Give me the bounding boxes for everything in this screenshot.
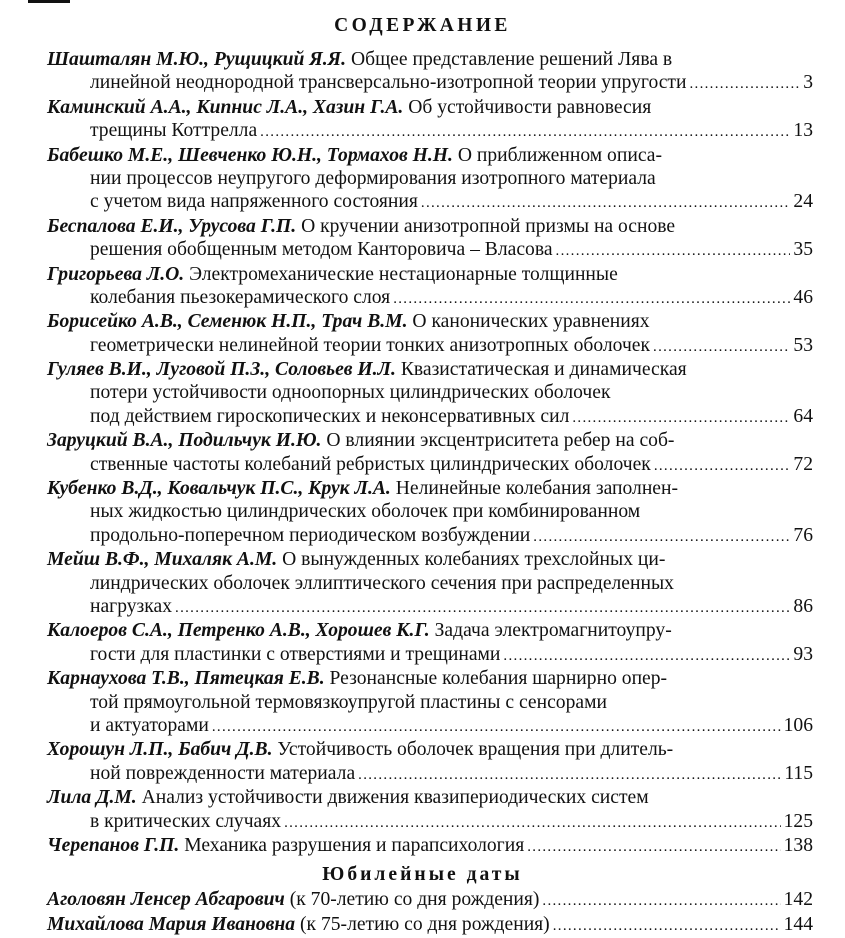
entry-text-span — [47, 430, 674, 451]
dot-leader — [175, 597, 790, 620]
toc-entry-line — [0, 572, 845, 595]
page-number: 76 — [793, 524, 813, 546]
entry-text-span — [90, 71, 686, 94]
entry-text-span — [90, 595, 172, 618]
entry-text-span — [90, 286, 390, 309]
entry-text-span — [47, 834, 524, 857]
top-rule — [28, 0, 70, 3]
entry-title-text: с учетом вида напряженного состояния — [90, 191, 418, 213]
toc-entry-line — [0, 913, 845, 936]
entry-authors: Шашталян М.Ю., Рущицкий Я.Я. — [47, 49, 347, 70]
toc-entry — [0, 786, 845, 833]
dot-leader — [654, 455, 791, 478]
dot-leader — [212, 716, 781, 739]
entry-title-text: ной поврежденности материала — [90, 762, 356, 784]
toc-entry-line — [0, 595, 845, 618]
dot-leader — [284, 812, 781, 835]
toc-entry-line — [0, 286, 845, 309]
page-number: 24 — [793, 191, 813, 213]
toc-entry-line — [0, 144, 845, 167]
entry-title-text: О вынужденных колебаниях трехслойных ци- — [282, 549, 666, 571]
page-number: 35 — [793, 239, 813, 261]
entry-title-text: продольно-поперечном периодическом возбуждении — [90, 524, 531, 546]
dot-leader — [689, 73, 800, 96]
dot-leader — [260, 121, 790, 144]
entry-title-text: нагрузках — [90, 595, 173, 617]
entry-text-span — [90, 190, 418, 213]
toc-entry — [0, 619, 845, 666]
entry-text-span — [47, 888, 539, 911]
entry-text-span — [90, 692, 607, 713]
entry-authors: Хорошун Л.П., Бабич Д.В. — [47, 739, 273, 761]
toc-entry-line — [0, 190, 845, 213]
entry-text-span — [47, 620, 672, 641]
entry-text-span — [47, 264, 618, 285]
toc-entry-line — [0, 619, 845, 642]
entry-title-text: решения обобщенным методом Канторовича – Власова — [90, 239, 553, 261]
toc-entry-line — [0, 429, 845, 452]
toc-entry-line — [0, 738, 845, 761]
toc-entry — [0, 96, 845, 143]
dot-leader — [358, 764, 781, 787]
entry-title-text: линдрических оболочек эллиптического сечения при распределенных — [90, 572, 674, 594]
dot-leader — [553, 915, 781, 938]
section-heading: Юбилейные даты — [322, 864, 523, 886]
entry-text-span — [47, 311, 650, 332]
entry-title-text: (к 70-летию со дня рождения) — [289, 889, 540, 911]
entry-title-text: и актуаторами — [90, 714, 209, 736]
toc-entry-line — [0, 215, 845, 238]
entry-title-text: гости для пластинки с отверстиями и трещинами — [90, 643, 501, 665]
toc-entry — [0, 48, 845, 95]
entry-text-span — [47, 359, 687, 380]
toc-entry-line — [0, 762, 845, 785]
page-number: 138 — [783, 834, 813, 856]
entry-text-span — [47, 787, 649, 808]
entry-authors: Борисейко А.В., Семенюк Н.П., Трач В.М. — [47, 311, 408, 333]
entry-title-text: той прямоугольной термовязкоупругой пластины с сенсорами — [90, 691, 607, 713]
toc-entry — [0, 738, 845, 785]
toc-entry-line — [0, 888, 845, 911]
entry-text-span — [90, 405, 569, 428]
entry-text-span — [47, 739, 673, 760]
entry-text-span — [90, 573, 674, 594]
entry-title-text: О кручении анизотропной призмы на основе — [301, 215, 676, 237]
page-number: 142 — [783, 889, 813, 911]
toc-entry — [0, 548, 845, 618]
entry-title-text: трещины Коттрелла — [90, 120, 258, 142]
entry-title-text: в критических случаях — [90, 810, 282, 832]
page-number: 46 — [793, 286, 813, 308]
toc-entry — [0, 429, 845, 476]
toc-entry-line — [0, 643, 845, 666]
page-number: 106 — [783, 714, 813, 736]
entry-title-text: Об устойчивости равновесия — [408, 96, 652, 118]
entry-authors: Беспалова Е.И., Урусова Г.П. — [47, 215, 297, 237]
toc-entry-line — [0, 477, 845, 500]
entry-title-text: колебания пьезокерамического слоя — [90, 286, 391, 308]
toc-entry-line — [0, 524, 845, 547]
toc-entry — [0, 888, 845, 911]
entry-title-text: О приближенном описа- — [457, 144, 662, 166]
entry-title-text: линейной неоднородной трансверсально-изотропной теории упругости — [90, 72, 687, 94]
toc-entry-line — [0, 834, 845, 857]
entry-authors: Лила Д.М. — [47, 787, 137, 809]
entry-authors: Мейш В.Ф., Михаляк А.М. — [47, 549, 278, 571]
entry-title-text: Задача электромагнитоупру- — [434, 620, 672, 642]
table-of-contents — [0, 48, 845, 937]
entry-authors: Гуляев В.И., Луговой П.З., Соловьев И.Л. — [47, 359, 396, 381]
toc-entry-line — [0, 691, 845, 714]
entry-text-span — [90, 168, 656, 189]
entry-title-text: О канонических уравнениях — [412, 311, 650, 333]
toc-entry-line — [0, 358, 845, 381]
toc-entry-line — [0, 238, 845, 261]
entry-text-span — [90, 119, 257, 142]
entry-authors: Калоеров С.А., Петренко А.В., Хорошев К.Г. — [47, 620, 430, 642]
entry-title-text: под действием гироскопических и неконсервативных сил — [90, 405, 570, 427]
entry-text-span — [90, 334, 650, 357]
toc-entry — [0, 667, 845, 737]
page-number: 86 — [793, 595, 813, 617]
page-number: 3 — [803, 72, 813, 94]
page-number: 13 — [793, 120, 813, 142]
toc-entry — [0, 144, 845, 214]
toc-entry — [0, 263, 845, 310]
entry-text-span — [47, 97, 651, 118]
entry-text-span — [90, 238, 553, 261]
toc-entry-line — [0, 667, 845, 690]
entry-text-span — [47, 216, 675, 237]
entry-title-text: Общее представление решений Лява в — [350, 49, 673, 70]
page-number: 115 — [784, 762, 813, 784]
entry-title-text: ственные частоты колебаний ребристых цилиндрических оболочек — [90, 453, 651, 475]
dot-leader — [572, 407, 790, 430]
entry-title-text: Устойчивость оболочек вращения при длитель- — [277, 739, 674, 761]
toc-entry — [0, 215, 845, 262]
entry-text-span — [47, 478, 678, 499]
dot-leader — [421, 192, 791, 215]
toc-entry-line — [0, 263, 845, 286]
entry-title-text: нии процессов неупругого деформирования изотропного материала — [90, 167, 656, 189]
entry-title-text: Механика разрушения и парапсихология — [184, 834, 525, 856]
toc-entry — [0, 358, 845, 428]
dot-leader — [542, 890, 780, 913]
entry-authors: Григорьева Л.О. — [47, 263, 185, 285]
entry-text-span — [90, 762, 355, 785]
toc-entry-line — [0, 119, 845, 142]
dot-leader — [503, 645, 790, 668]
toc-entry-line — [0, 48, 845, 71]
entry-text-span — [90, 714, 209, 737]
toc-entry — [0, 477, 845, 547]
entry-authors: Михайлова Мария Ивановна — [47, 913, 296, 935]
entry-authors: Кубенко В.Д., Ковальчук П.С., Крук Л.А. — [47, 478, 391, 500]
entry-text-span — [90, 501, 640, 522]
toc-entry-line — [0, 405, 845, 428]
entry-text-span — [90, 810, 281, 833]
entry-text-span — [90, 382, 611, 403]
entry-authors: Карнаухова Т.В., Пятецкая Е.В. — [47, 668, 325, 690]
entry-authors: Бабешко М.Е., Шевченко Ю.Н., Тормахов Н.Н. — [47, 144, 453, 166]
dot-leader — [653, 336, 790, 359]
entry-authors: Каминский А.А., Кипнис Л.А., Хазин Г.А. — [47, 96, 404, 118]
entry-text-span — [47, 49, 672, 70]
page-number: 144 — [783, 913, 813, 935]
entry-authors: Аголовян Ленсер Абгарович — [47, 889, 285, 911]
entry-text-span — [90, 453, 651, 476]
entry-text-span — [90, 643, 500, 666]
page-title: СОДЕРЖАНИЕ — [334, 15, 511, 36]
entry-text-span — [47, 145, 662, 166]
toc-entry-line — [0, 714, 845, 737]
toc-entry — [0, 834, 845, 857]
entry-title-text: Электромеханические нестационарные толщинные — [189, 263, 618, 285]
entry-text-span — [90, 524, 530, 547]
entry-title-text: геометрически нелинейной теории тонких анизотропных оболочек — [90, 334, 651, 356]
toc-entry-line — [0, 71, 845, 94]
dot-leader — [393, 288, 790, 311]
entry-title-text: Квазистатическая и динамическая — [400, 359, 687, 381]
entry-title-text: Анализ устойчивости движения квазипериодических систем — [141, 787, 649, 809]
toc-entry-line — [0, 96, 845, 119]
dot-leader — [556, 240, 791, 263]
page-number: 64 — [793, 405, 813, 427]
dot-leader — [533, 526, 790, 549]
toc-entry — [0, 913, 845, 936]
page-number: 53 — [793, 334, 813, 356]
page-number: 125 — [783, 810, 813, 832]
entry-title-text: потери устойчивости одноопорных цилиндрических оболочек — [90, 382, 611, 404]
toc-entry-line — [0, 786, 845, 809]
toc-entry-line — [0, 167, 845, 190]
page-number: 93 — [793, 643, 813, 665]
entry-title-text: О влиянии эксцентриситета ребер на соб- — [326, 430, 675, 452]
entry-text-span — [47, 549, 665, 570]
entry-title-text: (к 75-летию со дня рождения) — [300, 913, 550, 935]
toc-entry-line — [0, 548, 845, 571]
dot-leader — [527, 836, 780, 859]
toc-entry-line — [0, 310, 845, 333]
entry-title-text: Нелинейные колебания заполнен- — [395, 478, 679, 500]
toc-entry-line — [0, 381, 845, 404]
toc-entry-line — [0, 810, 845, 833]
entry-title-text: ных жидкостью цилиндрических оболочек при комбинированном — [90, 501, 641, 523]
entry-text-span — [47, 913, 550, 936]
toc-entry-line — [0, 453, 845, 476]
entry-text-span — [47, 668, 667, 689]
toc-entry — [0, 310, 845, 357]
toc-entry-line — [0, 500, 845, 523]
toc-entry-line — [0, 334, 845, 357]
entry-authors: Заруцкий В.А., Подильчук И.Ю. — [47, 430, 322, 452]
entry-title-text: Резонансные колебания шарнирно опер- — [329, 668, 668, 690]
entry-authors: Черепанов Г.П. — [47, 834, 180, 856]
page-number: 72 — [793, 453, 813, 475]
